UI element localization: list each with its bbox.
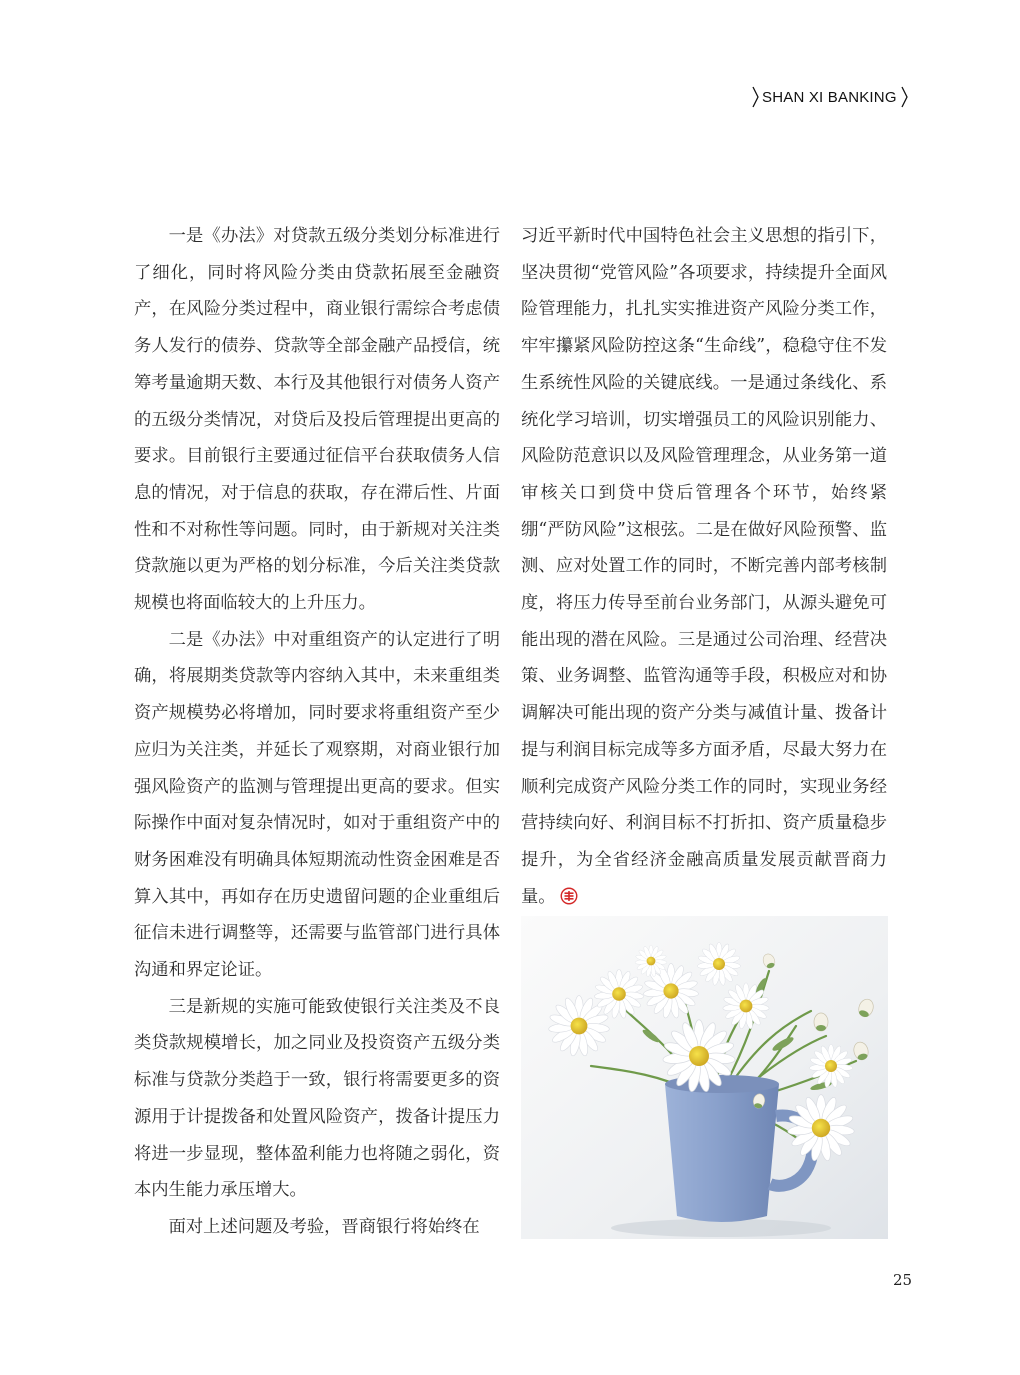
- bank-logo-seal-icon: [560, 887, 578, 905]
- right-text-column: [521, 218, 887, 915]
- section-header-tag: [752, 86, 909, 108]
- paragraph-3: 三是新规的实施可能致使银行关注类及不良类贷款规模增长，加之同业及投资资产五级分类标准与贷款分类趋于一致，银行将需要更多的资源用于计提拨备和处置风险资产，拨备计提压力将进一步显现，整体盈利能力也将随之弱化，资本内生能力承压增大。: [134, 996, 500, 1201]
- paragraph-1: 一是《办法》对贷款五级分类划分标准进行了细化，同时将风险分类由贷款拓展至金融资产，在风险分类过程中，商业银行需综合考虑债务人发行的债券、贷款等全部金融产品授信，统筹考量逾期天数、本行及其他银行对债务人资产的五级分类情况，对贷后及投后管理提出更高的要求。目前银行主要通过征信平台获取债务人信息的情况，对于信息的获取，存在滞后性、片面性和不对称性等问题。同时，由于新规对关注类贷款施以更为严格的划分标准，今后关注类贷款规模也将面临较大的上升压力。: [134, 226, 500, 614]
- section-header-label: SHAN XI BANKING: [762, 88, 897, 106]
- daisy-bouquet-illustration: [521, 916, 888, 1239]
- continued-paragraph-text: 习近平新时代中国特色社会主义思想的指引下，坚决贯彻“党管风险”各项要求，持续提升全面风险管理能力，扎扎实实推进资产风险分类工作，牢牢攥紧风险防控这条“生命线”，稳稳守住不发生系统性风险的关键底线。一是通过条线化、系统化学习培训，切实增强员工的风险识别能力、风险防范意识以及风险管理理念，从业务第一道审核关口到贷中贷后管理各个环节，始终紧绷“严防风险”这根弦。二是在做好风险预警、监测、应对处置工作的同时，不断完善内部考核制度，将压力传导至前台业务部门，从源头避免可能出现的潜在风险。三是通过公司治理、经营决策、业务调整、监管沟通等手段，积极应对和协调解决可能出现的资产分类与减值计量、拨备计提与利润目标完成等多方面矛盾，尽最大努力在顺利完成资产风险分类工作的同时，实现业务经营持续向好、利润目标不打折扣、资产质量稳步提升，为全省经济金融高质量发展贡献晋商力量。: [521, 226, 887, 907]
- left-bracket-mark: [752, 86, 760, 108]
- left-text-column: [134, 218, 500, 1246]
- page-number: 25: [893, 1271, 913, 1289]
- right-bracket-mark: [901, 86, 909, 108]
- paragraph-2: 二是《办法》中对重组资产的认定进行了明确，将展期类贷款等内容纳入其中，未来重组类资产规模势必将增加，同时要求将重组资产至少应归为关注类，并延长了观察期，对商业银行加强风险资产的监测与管理提出更高的要求。但实际操作中面对复杂情况时，如对于重组资产中的财务困难没有明确具体短期流动性资金困难是否算入其中，再如存在历史遗留问题的企业重组后征信未进行调整等，还需要与监管部门进行具体沟通和界定论证。: [134, 629, 500, 981]
- paragraph-4: 面对上述问题及考验，晋商银行将始终在: [168, 1216, 480, 1237]
- daisy-bouquet-photo: [521, 916, 888, 1239]
- continued-paragraph: [521, 218, 887, 915]
